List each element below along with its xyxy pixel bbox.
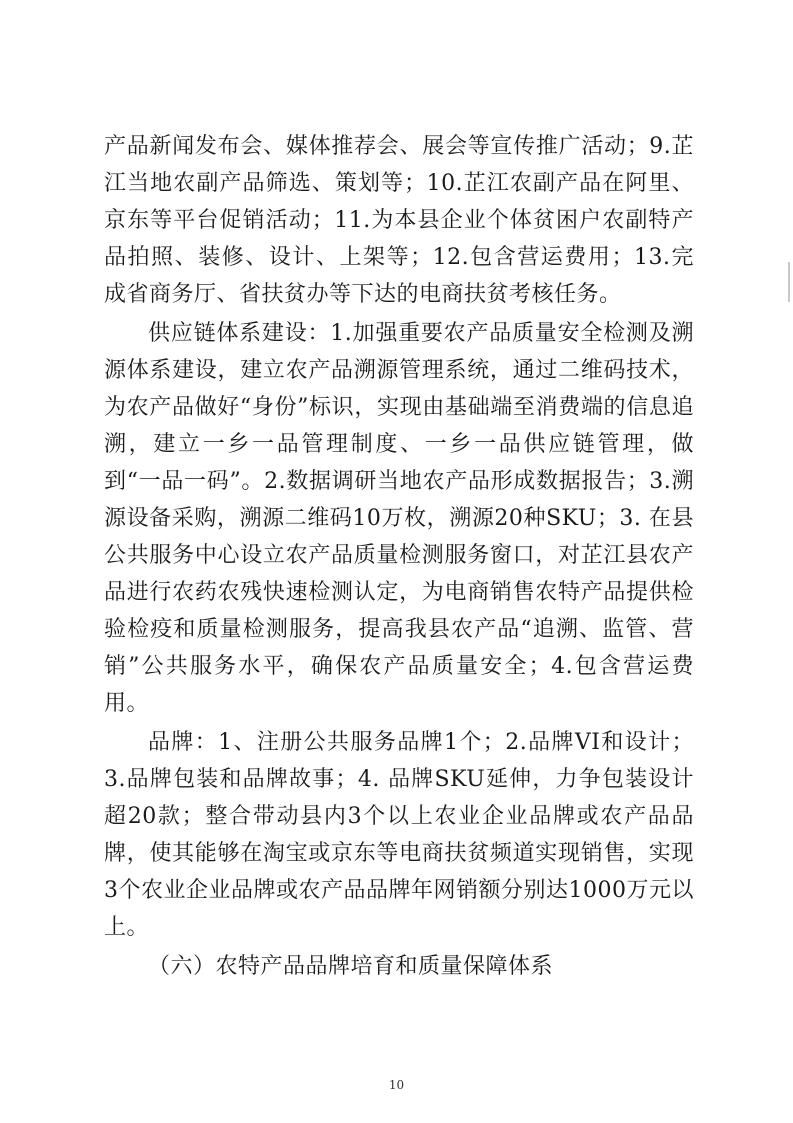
scan-edge-mark — [788, 262, 790, 302]
paragraph-brand: 品牌：1、注册公共服务品牌1个；2.品牌VI和设计；3.品牌包装和品牌故事；4. 品牌SKU延伸，力争包装设计超20款；整合带动县内3个以上农业企业品牌或农产品品牌，使其能够在淘宝或京东等电商扶贫频道实现销售，实现3个农业企业品牌或农产品品牌年网销额分别达1000万元以上。 — [104, 730, 694, 940]
section-heading: （六）农特产品品牌培育和质量保障体系 — [148, 954, 554, 979]
page-number: 10 — [388, 1078, 405, 1092]
paragraph-supply-chain: 供应链体系建设：1.加强重要农产品质量安全检测及溯源体系建设，建立农产品溯源管理系统，通过二维码技术，为农产品做好“身份”标识，实现由基础端至消费端的信息追溯，建立一乡一品管理制度、一乡一品供应链管理，做到“一品一码”。2.数据调研当地农产品形成数据报告；3.溯源设备采购，溯源二维码10万枚，溯源20种SKU；3. 在县公共服务中心设立农产品质量检测服务窗口，对芷江县农产品进行农药农残快速检测认定，为电商销售农特产品提供检验检疫和质量检测服务，提高我县农产品“追溯、监管、营销”公共服务水平，确保农产品质量安全；4.包含营运费用。 — [104, 321, 694, 716]
paragraph-continued: 产品新闻发布会、媒体推荐会、展会等宣传推广活动；9.芷江当地农副产品筛选、策划等；10.芷江农副产品在阿里、京东等平台促销活动；11.为本县企业个体贫困户农副特产品拍照、装修、设计、上架等；12.包含营运费用；13.完成省商务厅、省扶贫办等下达的电商扶贫考核任务。 — [104, 134, 694, 307]
document-body — [104, 128, 694, 985]
